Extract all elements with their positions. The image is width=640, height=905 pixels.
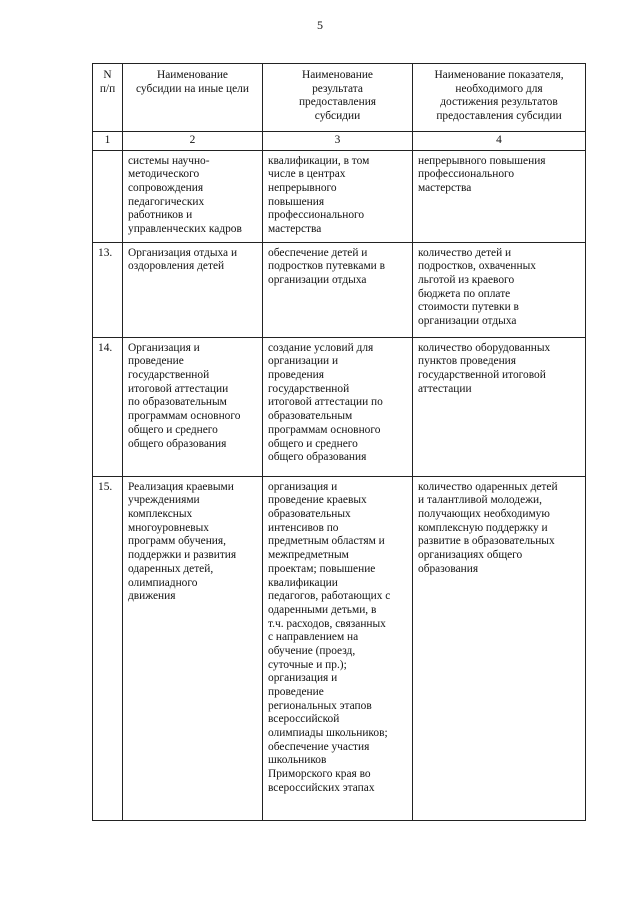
header-number: N п/п [93,64,123,132]
row-number-cell: 15. [93,476,123,820]
column-number: 4 [413,132,586,151]
table-row [93,150,586,242]
result-cell: обеспечение детей и подростков путевками в организации отдыха [263,242,413,337]
header-subsidy-name: Наименование субсидии на иные цели [123,64,263,132]
subsidy-name-cell: Организация отдыха и оздоровления детей [123,242,263,337]
subsidy-table [92,63,586,821]
row-number-cell: 14. [93,337,123,476]
row-number-cell: 13. [93,242,123,337]
column-number: 3 [263,132,413,151]
indicator-cell: непрерывного повышения профессионального мастерства [413,150,586,242]
header-result-name: Наименование результата предоставления субсидии [263,64,413,132]
subsidy-name-cell: системы научно- методического сопровождения педагогических работников и управленческих кадров [123,150,263,242]
column-number: 2 [123,132,263,151]
page-number: 5 [317,18,323,32]
indicator-cell: количество детей и подростков, охваченных льготой из краевого бюджета по оплате стоимости путевки в организации отдыха [413,242,586,337]
indicator-cell: количество одаренных детей и талантливой молодежи, получающих необходимую комплексную поддержку и развитие в образовательных организациях общего образования [413,476,586,820]
header-indicator-name: Наименование показателя, необходимого для достижения результатов предоставления субсидии [413,64,586,132]
subsidy-name-cell: Организация и проведение государственной итоговой аттестации по образовательным программам основного общего и среднего общего образования [123,337,263,476]
subsidy-name-cell: Реализация краевыми учреждениями комплексных многоуровневых программ обучения, поддержки и развития одаренных детей, олимпиадного движения [123,476,263,820]
table-row [93,337,586,476]
result-cell: квалификации, в том числе в центрах непрерывного повышения профессионального мастерства [263,150,413,242]
table-header-row [93,64,586,132]
row-number-cell [93,150,123,242]
indicator-cell: количество оборудованных пунктов проведения государственной итоговой аттестации [413,337,586,476]
column-number-row [93,132,586,151]
result-cell: организация и проведение краевых образовательных интенсивов по предметным областям и межпредметным проектам; повышение квалификации педагогов, работающих с одаренными детьми, в т.ч. расходов, связанных с направлением на обучение (проезд, суточные и пр.); организация и проведение региональных этапов всероссийской олимпиады школьников; обеспечение участия школьников Приморского края во всероссийских этапах [263,476,413,820]
table-row [93,242,586,337]
result-cell: создание условий для организации и проведения государственной итоговой аттестации по образовательным программам основного общего и среднего общего образования [263,337,413,476]
table-row [93,476,586,820]
column-number: 1 [93,132,123,151]
